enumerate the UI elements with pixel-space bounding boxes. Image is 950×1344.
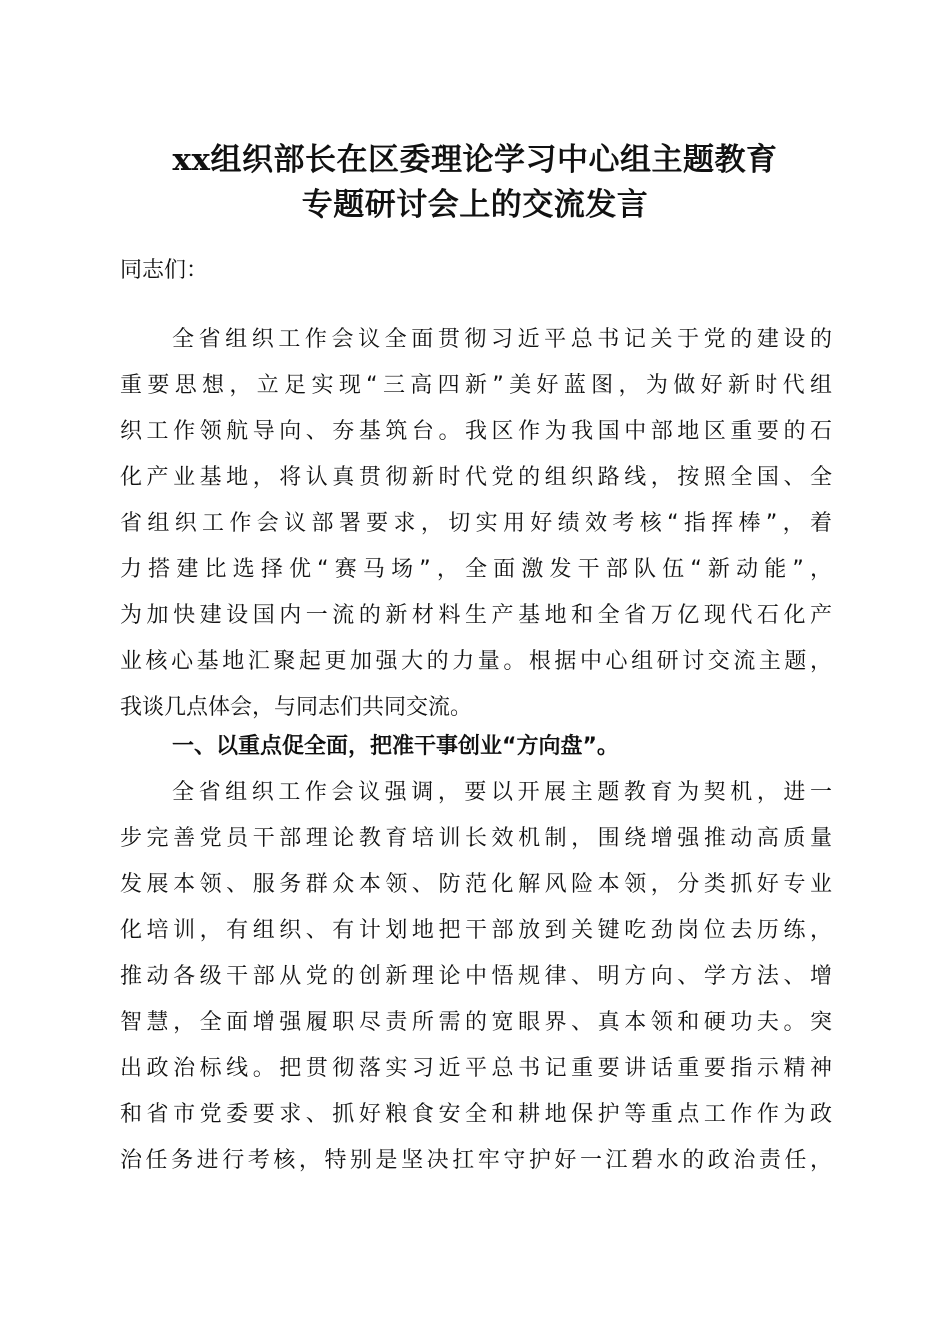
title-line-1: xx组织部长在区委理论学习中心组主题教育 [172, 142, 778, 178]
paragraph-line: 出政治标线。把贯彻落实习近平总书记重要讲话重要指示精神 [120, 1056, 832, 1081]
paragraph-line: 化培训，有组织、有计划地把干部放到关键吃劲岗位去历练， [120, 918, 832, 943]
paragraph-line: 化产业基地，将认真贯彻新时代党的组织路线，按照全国、全 [120, 465, 832, 490]
paragraph-intro [120, 317, 832, 731]
paragraph-line: 全省组织工作会议全面贯彻习近平总书记关于党的建设的 [172, 327, 832, 352]
paragraph-line: 智慧，全面增强履职尽责所需的宽眼界、真本领和硬功夫。突 [120, 1010, 832, 1035]
paragraph-line: 步完善党员干部理论教育培训长效机制，围绕增强推动高质量 [120, 826, 832, 851]
document-title [100, 138, 850, 228]
paragraph-line: 和省市党委要求、抓好粮食安全和耕地保护等重点工作作为政 [120, 1102, 832, 1127]
section-heading-1: 一、以重点促全面，把准干事创业“方向盘”。 [172, 734, 619, 759]
paragraph-line: 全省组织工作会议强调，要以开展主题教育为契机，进一 [172, 780, 832, 805]
paragraph-line: 发展本领、服务群众本领、防范化解风险本领，分类抓好专业 [120, 872, 832, 897]
salutation: 同志们： [120, 258, 209, 283]
paragraph-line: 重要思想，立足实现“三高四新”美好蓝图，为做好新时代组 [120, 373, 832, 398]
paragraph-line: 我谈几点体会，与同志们共同交流。 [120, 695, 473, 720]
paragraph-line: 治任务进行考核，特别是坚决扛牢守护好一江碧水的政治责任， [120, 1148, 832, 1173]
title-line-2: 专题研讨会上的交流发言 [301, 187, 649, 223]
paragraph-line: 力搭建比选择优“赛马场”，全面激发干部队伍“新动能”， [120, 557, 832, 582]
paragraph-line: 业核心基地汇聚起更加强大的力量。根据中心组研讨交流主题， [120, 649, 832, 674]
paragraph-line: 推动各级干部从党的创新理论中悟规律、明方向、学方法、增 [120, 964, 832, 989]
paragraph-line: 为加快建设国内一流的新材料生产基地和全省万亿现代石化产 [120, 603, 832, 628]
paragraph-line: 省组织工作会议部署要求，切实用好绩效考核“指挥棒”，着 [120, 511, 832, 536]
paragraph-line: 织工作领航导向、夯基筑台。我区作为我国中部地区重要的石 [120, 419, 832, 444]
paragraph-section-1 [120, 770, 832, 1184]
